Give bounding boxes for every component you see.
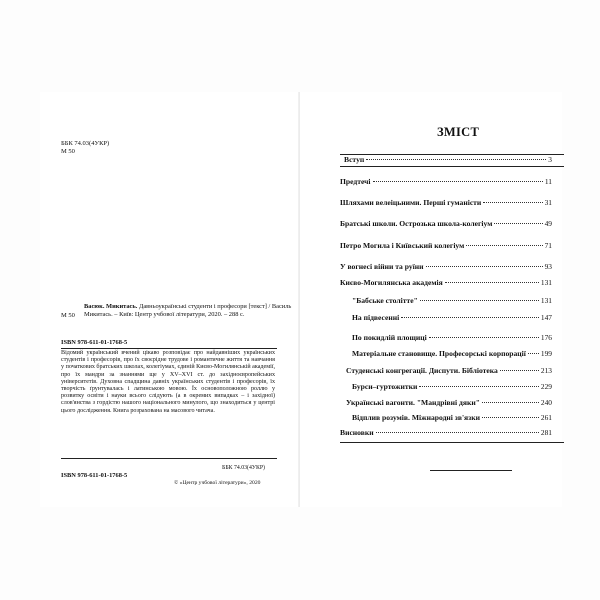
toc-entry-page: 131 bbox=[540, 296, 552, 305]
toc-entry-page: 131 bbox=[540, 278, 552, 287]
toc-leader bbox=[426, 266, 543, 267]
toc-leader bbox=[373, 181, 543, 182]
catalog-author: Васюк. Микитась. bbox=[84, 303, 138, 310]
toc-title: ЗМІСТ bbox=[437, 125, 480, 139]
annotation-text: Відомий український вчений цікаво розповідає про найдавніших українських студентів і професорів, про їх своєрідне трудове і романтичне життя та навчання у початкових братських школах, колегіумах, єдиній Києво-Могилянській академії, про їх мандри за знаннями ще у XV–XVI ст. до західноєвропейських університетів. Духовна спадщина давніх українських студентів і професорів, їх творчість ґрунтувалась і латинською мовою. Їх основоположною роллю у розвитку освіти і науки всього слідують (а в окремих випадках – і західної) слов'янства з гордістю нашого національного минулого, що знаходиться у центрі цього дослідження. Книга розрахована на масового читача. bbox=[61, 350, 275, 414]
toc-entry bbox=[346, 366, 552, 378]
copyright-line: © «Центр учбової літератури», 2020 bbox=[174, 480, 261, 486]
toc-leader bbox=[482, 417, 539, 418]
toc-leader bbox=[494, 223, 542, 224]
toc-leader bbox=[376, 432, 539, 433]
bbk-index-top bbox=[61, 140, 109, 156]
toc-leader bbox=[401, 317, 539, 318]
toc-entry-label: Петро Могила і Київський колегіум bbox=[340, 241, 465, 250]
toc-entry bbox=[340, 219, 552, 231]
toc-entry-page: 229 bbox=[540, 382, 552, 391]
toc-leader bbox=[500, 370, 539, 371]
toc-leader bbox=[483, 202, 542, 203]
toc-leader bbox=[466, 245, 542, 246]
toc-entry-label: Висновки bbox=[340, 428, 374, 437]
toc-leader bbox=[420, 300, 539, 301]
toc-entry bbox=[344, 155, 552, 167]
toc-entry bbox=[352, 313, 552, 325]
toc-entry-label: Предтечі bbox=[340, 177, 371, 186]
toc-entry-page: 49 bbox=[544, 219, 552, 228]
isbn-line: ISBN 978-611-01-1768-5 bbox=[61, 339, 128, 346]
toc-rule bbox=[340, 442, 564, 443]
toc-entry-page: 147 bbox=[540, 313, 552, 322]
toc-entry-label: Києво-Могилянська академія bbox=[340, 278, 443, 287]
catalog-author-mark: М 50 bbox=[61, 312, 75, 319]
bbk-index-bottom: ББК 74.03(4УКР) bbox=[222, 465, 265, 471]
bbk-code: ББК 74.03(4УКР) bbox=[61, 140, 110, 147]
toc-entry-label: По покидлій площиці bbox=[352, 333, 427, 342]
toc-entry-page: 93 bbox=[544, 262, 552, 271]
toc-leader bbox=[429, 337, 539, 338]
toc-entry-label: Вступ bbox=[344, 155, 365, 164]
toc-leader bbox=[528, 353, 539, 354]
toc-entry-page: 11 bbox=[544, 177, 552, 186]
toc-entry-page: 213 bbox=[540, 366, 552, 375]
toc-entry bbox=[352, 333, 552, 345]
catalog-record bbox=[84, 303, 296, 319]
toc-entry bbox=[352, 413, 552, 425]
toc-entry-label: Бурси–гуртожитки bbox=[352, 382, 418, 391]
toc-entry bbox=[340, 177, 552, 189]
toc-entry-label: Матеріальне становище. Професорські корпорації bbox=[352, 349, 526, 358]
toc-entry-page: 199 bbox=[540, 349, 552, 358]
toc-entry-label: Студенські конгрегації. Диспути. Бібліотека bbox=[346, 366, 498, 375]
toc-entry-page: 261 bbox=[540, 413, 552, 422]
divider-rule bbox=[61, 348, 277, 349]
toc-entry bbox=[340, 198, 552, 210]
toc-entry-label: Братські школи. Острозька школа-колегіум bbox=[340, 219, 493, 228]
toc-leader bbox=[419, 386, 539, 387]
catalog-description: Давньоукраїнські студенти і професори [текст] / Василь Микитась. – Київ: Центр учбової літератури, 2020. – 288 с. bbox=[84, 303, 292, 318]
toc-entry-label: "Бабське столітте" bbox=[352, 296, 418, 305]
toc-entry-label: Шляхами велеіцьними. Перші гуманісти bbox=[340, 198, 482, 207]
divider-rule bbox=[61, 458, 277, 459]
toc-rule bbox=[430, 470, 512, 471]
toc-entry bbox=[340, 428, 552, 440]
toc-entry bbox=[340, 278, 552, 290]
toc-entry bbox=[346, 398, 552, 410]
toc-entry-page: 176 bbox=[540, 333, 552, 342]
toc-entry-label: Відплив розумів. Міжнародні зв'язки bbox=[352, 413, 480, 422]
imprint-page bbox=[40, 92, 298, 507]
toc-leader bbox=[482, 402, 539, 403]
toc-entry bbox=[352, 382, 552, 394]
author-mark: М 50 bbox=[61, 148, 75, 155]
toc-entry-label: На підвесенні bbox=[352, 313, 400, 322]
contents-page bbox=[300, 92, 562, 507]
toc-entry bbox=[352, 296, 552, 308]
toc-entry bbox=[340, 262, 552, 274]
toc-leader bbox=[445, 282, 539, 283]
toc-entry-page: 281 bbox=[540, 428, 552, 437]
toc-entry-label: Українські вагонти. "Мандрівні дяки" bbox=[346, 398, 480, 407]
toc-entry-page: 71 bbox=[544, 241, 552, 250]
isbn-bottom: ISBN 978-611-01-1768-5 bbox=[61, 472, 128, 479]
toc-leader bbox=[366, 159, 546, 160]
toc-entry-page: 31 bbox=[544, 198, 552, 207]
toc-entry bbox=[340, 241, 552, 253]
toc-entry bbox=[352, 349, 552, 361]
toc-entry-page: 240 bbox=[540, 398, 552, 407]
toc-entry-page: 3 bbox=[548, 155, 552, 164]
toc-entry-label: У вогнесі війни та руїни bbox=[340, 262, 424, 271]
